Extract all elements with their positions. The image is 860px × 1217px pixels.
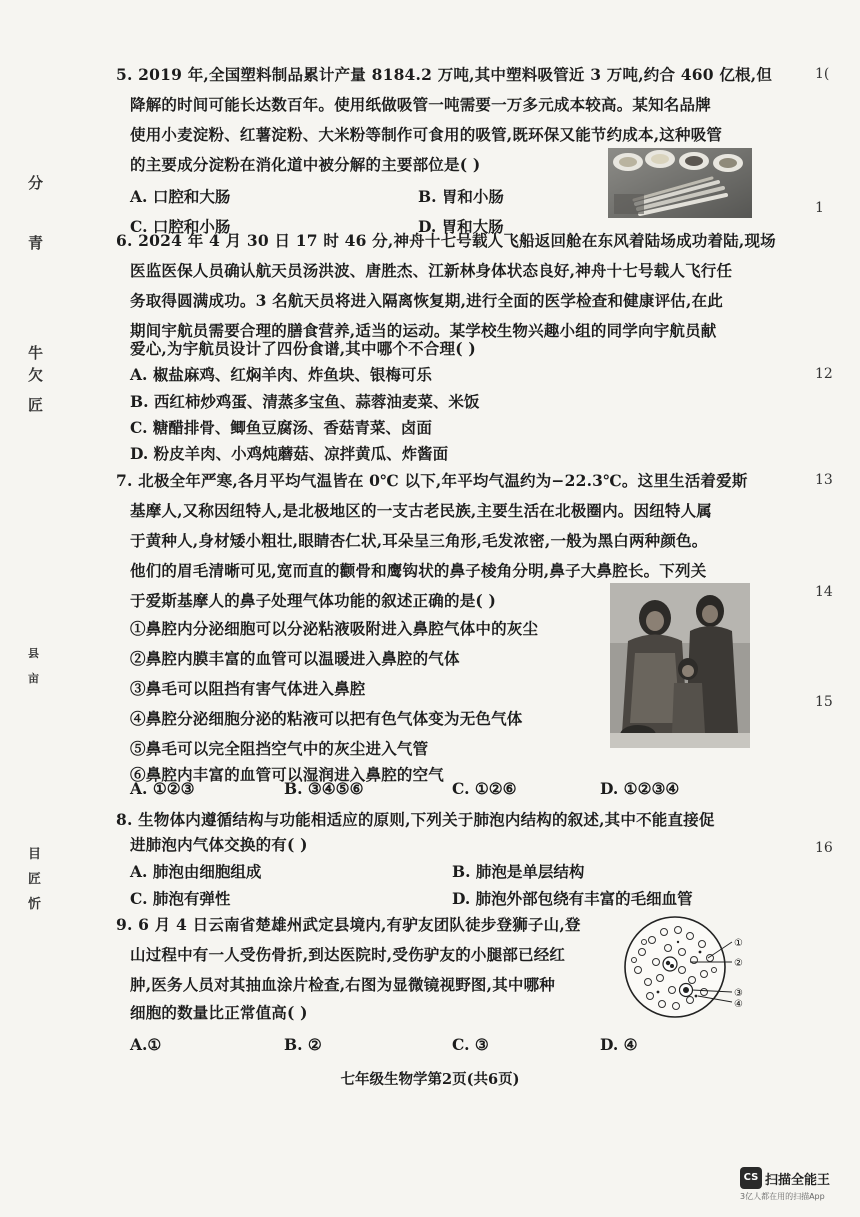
question-text-line: 8. 生物体内遵循结构与功能相适应的原则,下列关于肺泡内结构的叙述,其中不能直接促	[116, 810, 715, 829]
watermark-name: 扫描全能王	[765, 1172, 831, 1188]
margin-number: 13	[815, 472, 833, 488]
question-text-line: 医监医保人员确认航天员汤洪波、唐胜杰、江新林身体状态良好,神舟十七号载人飞行任	[130, 261, 733, 280]
question-text-line: 9. 6 月 4 日云南省楚雄州武定县境内,有驴友团队徒步登狮子山,登	[116, 915, 581, 934]
option-a: A. 肺泡由细胞组成	[130, 862, 262, 881]
option-a: A. 椒盐麻鸡、红焖羊肉、炸鱼块、银梅可乐	[130, 365, 432, 384]
option-d: D. 肺泡外部包绕有丰富的毛细血管	[452, 889, 693, 908]
margin-fragment: 欠	[28, 366, 44, 384]
diagram-label-2: ②	[734, 958, 743, 969]
microscope-field-diagram	[620, 912, 780, 1022]
option-c: C. 糖醋排骨、鲫鱼豆腐汤、香菇青菜、卤面	[130, 418, 432, 437]
question-text-line: 细胞的数量比正常值高( )	[130, 1003, 308, 1022]
statement-1: ①鼻腔内分泌细胞可以分泌粘液吸附进入鼻腔气体中的灰尘	[130, 619, 539, 638]
margin-fragment: 匠	[28, 872, 42, 887]
diagram-label-4: ④	[734, 999, 743, 1010]
question-text-line: 5. 2019 年,全国塑料制品累计产量 8184.2 万吨,其中塑料吸管近 3 万吨,约合 460 亿根,但	[116, 65, 773, 84]
question-text-line: 期间宇航员需要合理的膳食营养,适当的运动。某学校生物兴趣小组的同学向宇航员献	[130, 321, 717, 340]
question-text-line: 进肺泡内气体交换的有( )	[130, 835, 308, 854]
question-text-line: 务取得圆满成功。3 名航天员将进入隔离恢复期,进行全面的医学检查和健康评估,在此	[130, 291, 723, 310]
question-text-line: 降解的时间可能长达数百年。使用纸做吸管一吨需要一万多元成本较高。某知名品牌	[130, 95, 711, 114]
option-a: A. ①②③	[130, 779, 195, 798]
margin-number: 14	[815, 584, 833, 600]
margin-number: 16	[815, 840, 833, 856]
margin-fragment: 县	[28, 647, 39, 660]
margin-number: 15	[815, 694, 833, 710]
question-text-line: 于爱斯基摩人的鼻子处理气体功能的叙述正确的是( )	[130, 591, 497, 610]
statement-6: ⑥鼻腔内丰富的血管可以湿润进入鼻腔的空气	[130, 765, 445, 784]
option-c: C. 口腔和小肠	[130, 217, 231, 236]
margin-fragment: 匠	[28, 396, 44, 414]
option-d: D. ④	[600, 1035, 638, 1054]
question-text-line: 肿,医务人员对其抽血涂片检查,右图为显微镜视野图,其中哪种	[130, 975, 555, 994]
question-text-line: 山过程中有一人受伤骨折,到达医院时,受伤驴友的小腿部已经红	[130, 945, 566, 964]
option-a: A.①	[130, 1035, 162, 1054]
question-text-line: 7. 北极全年严寒,各月平均气温皆在 0℃ 以下,年平均气温约为−22.3℃。这里生活着爱斯	[116, 471, 748, 490]
option-b: B. 胃和小肠	[418, 187, 504, 206]
diagram-label-1: ①	[734, 938, 743, 949]
diagram-label-3: ③	[734, 988, 743, 999]
watermark-tagline: 3亿人都在用的扫描App	[740, 1192, 825, 1201]
option-b: B. ③④⑤⑥	[284, 779, 364, 798]
margin-fragment: 牛	[28, 344, 44, 362]
question-text-line: 基摩人,又称因纽特人,是北极地区的一支古老民族,主要生活在北极圈内。因纽特人属	[130, 501, 712, 520]
question-text-line: 6. 2024 年 4 月 30 日 17 时 46 分,神舟十七号载人飞船返回舱在东风着陆场成功着陆,现场	[116, 231, 776, 250]
inuit-family-photo	[610, 583, 750, 748]
question-text-line: 于黄种人,身材矮小粗壮,眼睛杏仁状,耳朵呈三角形,毛发浓密,一般为黑白两种颜色。	[130, 531, 708, 550]
edible-straws-photo	[608, 148, 752, 218]
statement-4: ④鼻腔分泌细胞分泌的粘液可以把有色气体变为无色气体	[130, 709, 523, 728]
question-text-line: 使用小麦淀粉、红薯淀粉、大米粉等制作可食用的吸管,既环保又能节约成本,这种吸管	[130, 125, 723, 144]
option-c: C. 肺泡有弹性	[130, 889, 231, 908]
option-d: D. 胃和大肠	[418, 217, 504, 236]
option-b: B. 肺泡是单层结构	[452, 862, 585, 881]
page-footer: 七年级生物学第2页(共6页)	[340, 1071, 520, 1088]
margin-fragment: 青	[28, 234, 44, 252]
statement-3: ③鼻毛可以阻挡有害气体进入鼻腔	[130, 679, 366, 698]
option-b: B. ②	[284, 1035, 322, 1054]
margin-fragment: 亩	[28, 672, 39, 685]
margin-number: 1(	[815, 66, 830, 82]
option-b: B. 西红柿炒鸡蛋、清蒸多宝鱼、蒜蓉油麦菜、米饭	[130, 392, 480, 411]
margin-fragment: 忻	[28, 897, 42, 912]
option-d: D. ①②③④	[600, 779, 680, 798]
margin-number: 1	[815, 200, 824, 216]
option-c: C. ①②⑥	[452, 779, 517, 798]
option-c: C. ③	[452, 1035, 489, 1054]
margin-fragment: 目	[28, 847, 42, 862]
question-text-line: 爱心,为宇航员设计了四份食谱,其中哪个不合理( )	[130, 339, 476, 358]
camscanner-logo-icon: CS	[740, 1167, 762, 1189]
statement-2: ②鼻腔内膜丰富的血管可以温暖进入鼻腔的气体	[130, 649, 460, 668]
statement-5: ⑤鼻毛可以完全阻挡空气中的灰尘进入气管	[130, 739, 429, 758]
scanner-watermark	[740, 1167, 830, 1202]
option-d: D. 粉皮羊肉、小鸡炖蘑菇、凉拌黄瓜、炸酱面	[130, 444, 449, 463]
question-text-line: 他们的眉毛清晰可见,宽而直的颧骨和鹰钩状的鼻子棱角分明,鼻子大鼻腔长。下列关	[130, 561, 707, 580]
option-a: A. 口腔和大肠	[130, 187, 231, 206]
margin-fragment: 分	[28, 174, 44, 192]
question-text-line: 的主要成分淀粉在消化道中被分解的主要部位是( )	[130, 155, 481, 174]
margin-number: 12	[815, 366, 833, 382]
